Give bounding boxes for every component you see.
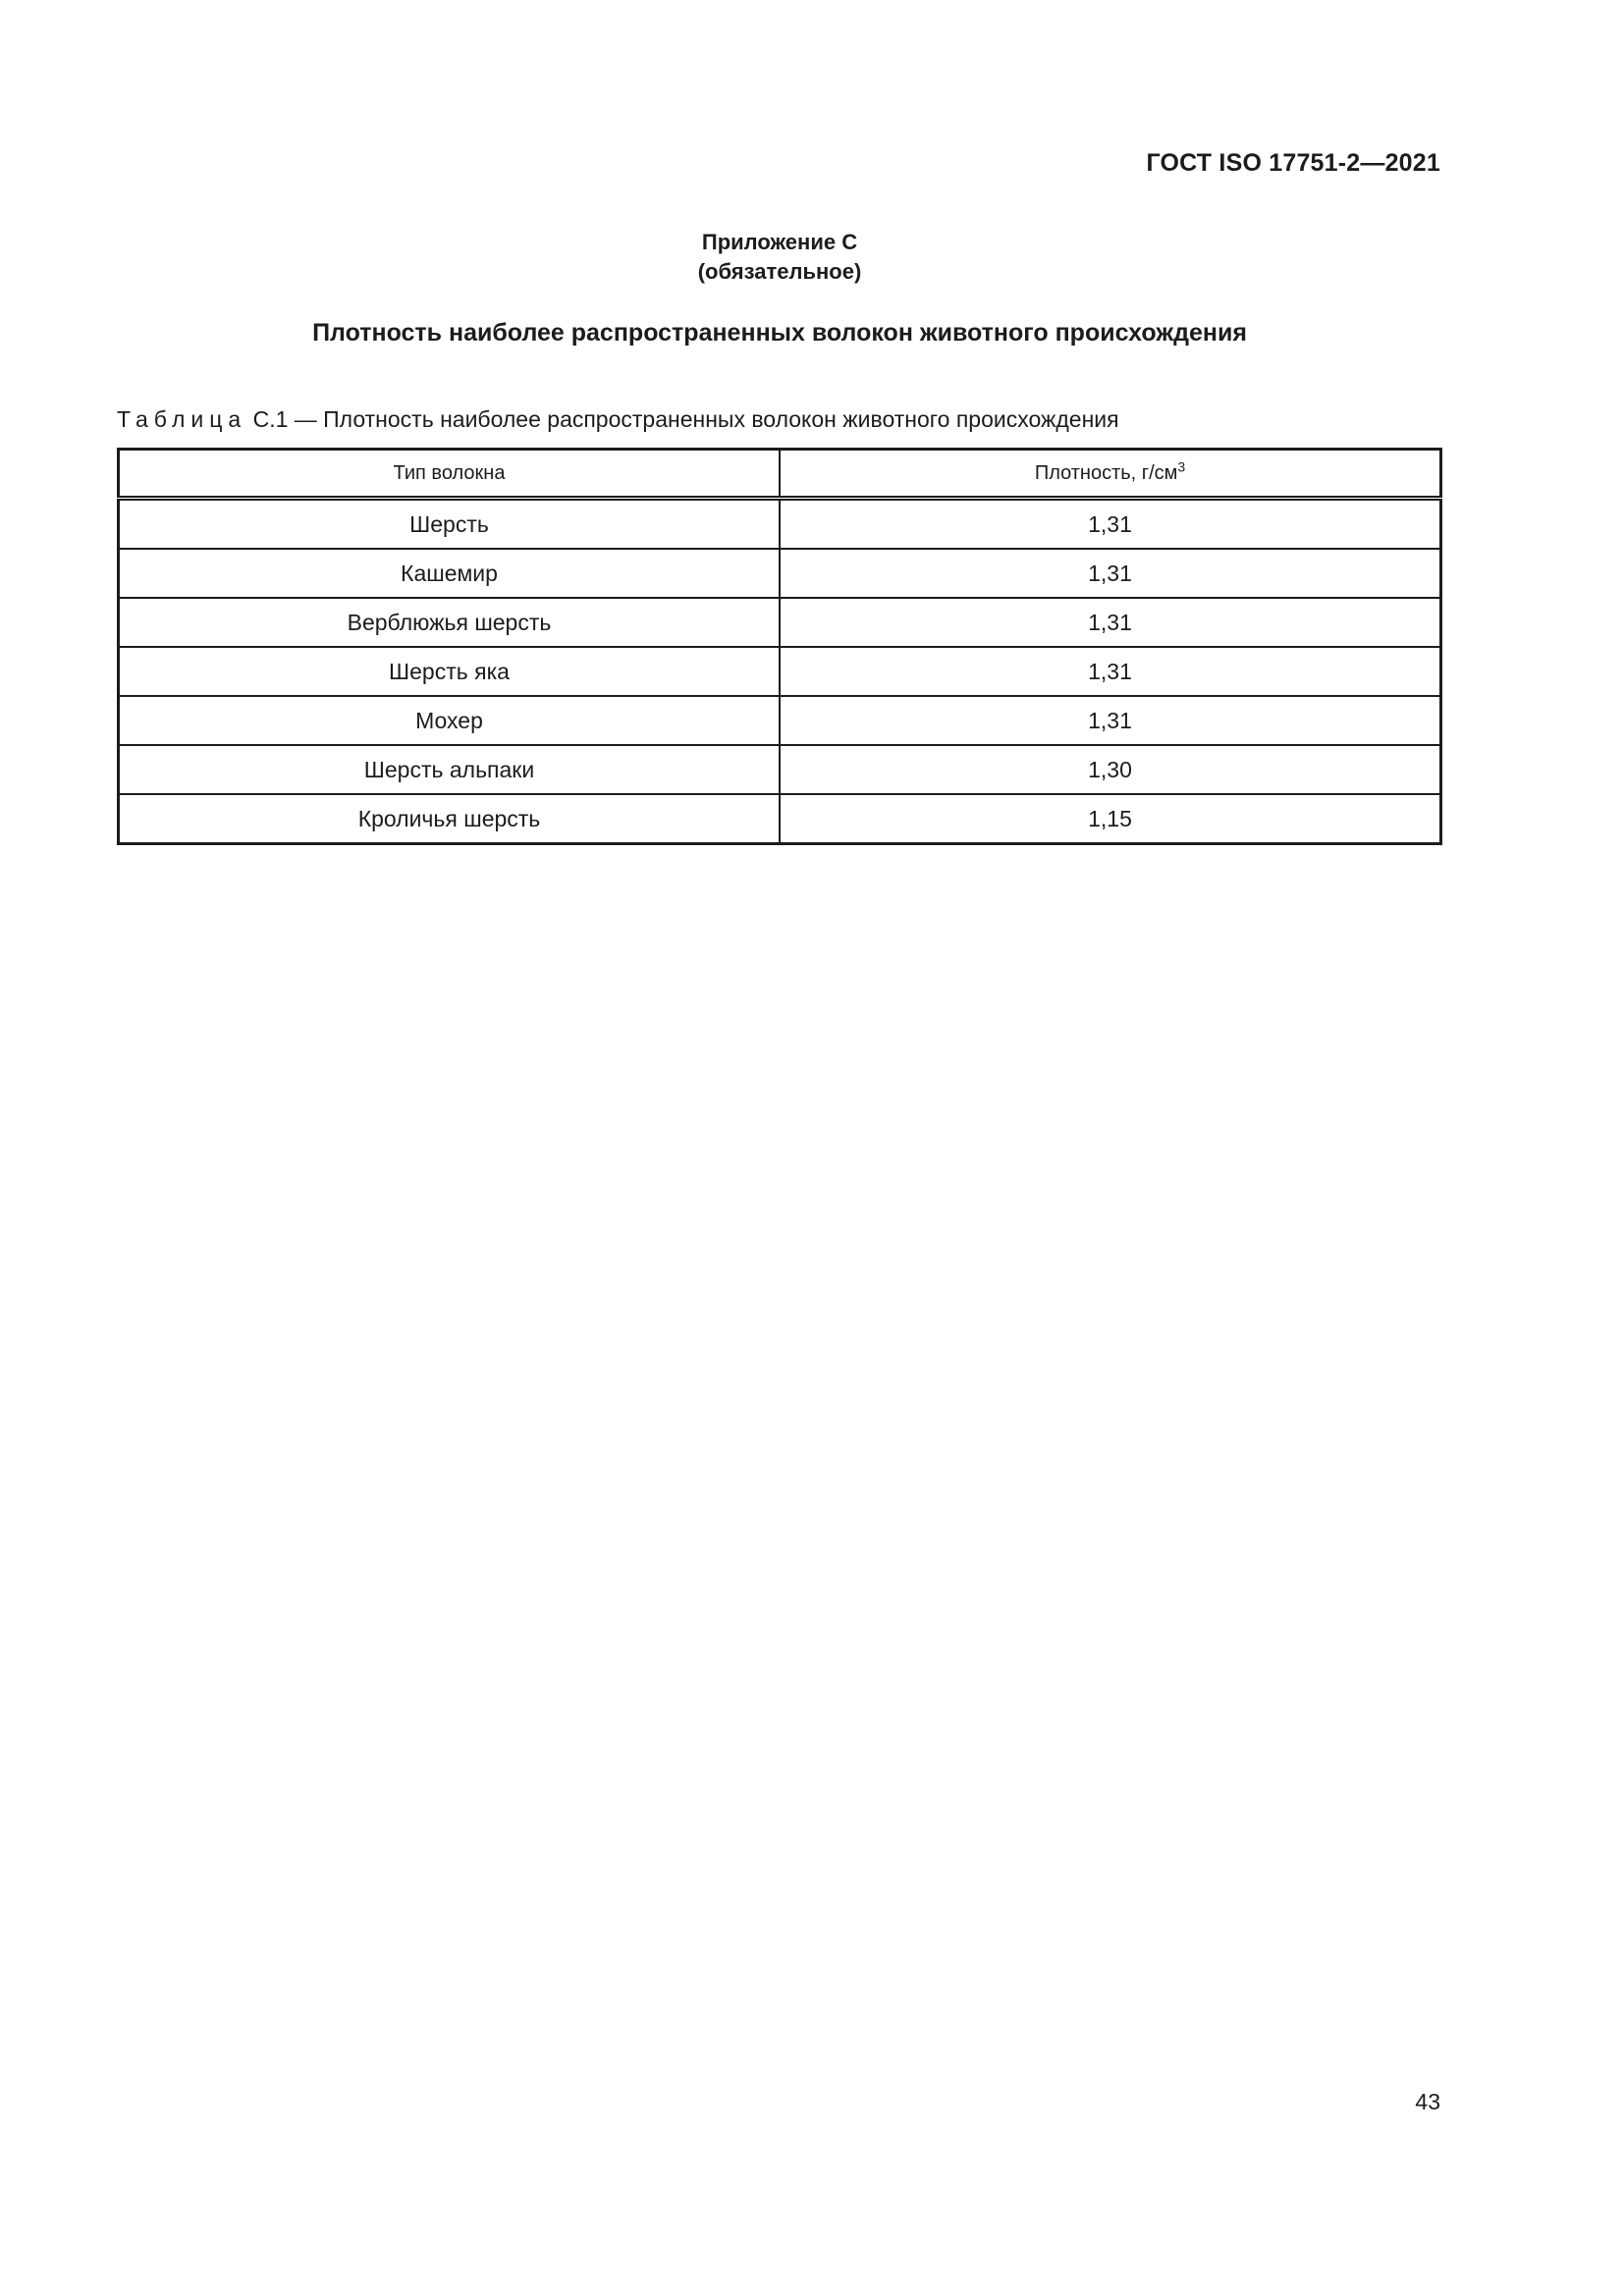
table-row bbox=[119, 696, 1441, 745]
density-cell: 1,15 bbox=[780, 794, 1441, 844]
fiber-type-cell: Кроличья шерсть bbox=[119, 794, 781, 844]
column-header-fiber-type: Тип волокна bbox=[119, 450, 781, 499]
column-header-density-label: Плотность, г/см bbox=[1034, 461, 1178, 484]
appendix-label: Приложение С bbox=[701, 230, 858, 254]
appendix-status: (обязательное) bbox=[697, 259, 862, 284]
density-cell: 1,30 bbox=[780, 745, 1441, 794]
density-table bbox=[117, 448, 1442, 845]
density-cell: 1,31 bbox=[780, 598, 1441, 647]
table-caption-text: С.1 — Плотность наиболее распространенных волокон животного происхождения bbox=[252, 406, 1119, 432]
table-caption bbox=[117, 406, 1119, 433]
fiber-type-cell: Мохер bbox=[119, 696, 781, 745]
table-row bbox=[119, 598, 1441, 647]
column-header-density bbox=[780, 450, 1441, 499]
table-row bbox=[119, 745, 1441, 794]
fiber-type-cell: Кашемир bbox=[119, 549, 781, 598]
section-title: Плотность наиболее распространенных волокон животного происхождения bbox=[312, 319, 1247, 347]
table-caption-prefix: Таблица bbox=[117, 406, 247, 432]
document-code: ГОСТ ISO 17751-2—2021 bbox=[1146, 149, 1440, 177]
density-cell: 1,31 bbox=[780, 549, 1441, 598]
density-cell: 1,31 bbox=[780, 499, 1441, 550]
fiber-type-cell: Шерсть bbox=[119, 499, 781, 550]
appendix-heading bbox=[0, 228, 1559, 287]
table-header-row bbox=[119, 450, 1441, 499]
table-row bbox=[119, 647, 1441, 696]
density-cell: 1,31 bbox=[780, 647, 1441, 696]
fiber-type-cell: Шерсть альпаки bbox=[119, 745, 781, 794]
column-header-density-superscript: 3 bbox=[1177, 457, 1186, 474]
fiber-type-cell: Шерсть яка bbox=[119, 647, 781, 696]
table-row bbox=[119, 549, 1441, 598]
page-number: 43 bbox=[1415, 2089, 1440, 2114]
table-row bbox=[119, 794, 1441, 844]
fiber-type-cell: Верблюжья шерсть bbox=[119, 598, 781, 647]
density-cell: 1,31 bbox=[780, 696, 1441, 745]
table-row bbox=[119, 499, 1441, 550]
